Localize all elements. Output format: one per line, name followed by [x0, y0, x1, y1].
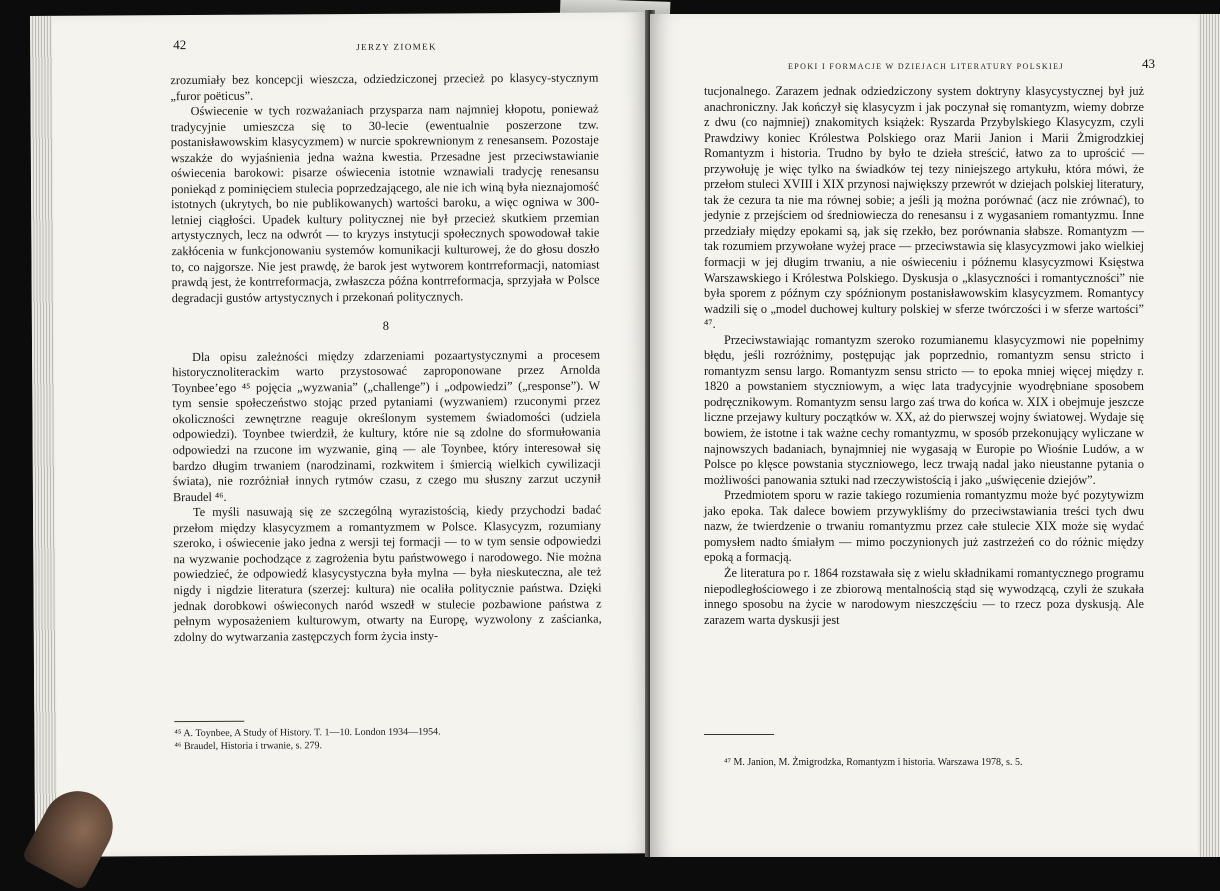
left-footnotes	[174, 726, 440, 754]
right-footnotes	[724, 756, 1022, 769]
right-page	[650, 14, 1220, 857]
section-number: 8	[382, 319, 390, 334]
right-page-number: 43	[1142, 56, 1155, 71]
right-paragraph-4: Że literatura po r. 1864 rozstawała się z wielu składnikami romantycznego programu niepodległościowego i ze zbiorową mentalnością stąd się wywodzącą, czyli że szukała innego sposobu na życie w narodowym nieszczęściu — to rzecz poza dyskusją. Ale zarazem warta dyskusji jest	[704, 565, 1144, 627]
left-running-head: JERZY ZIOMEK	[356, 41, 437, 53]
left-paragraph-4: Te myśli nasuwają się ze szczególną wyrazistością, kiedy przychodzi badać przełom między klasycyzmem a romantyzmem w Polsce. Klasycyzm, rozumiany szeroko, i oświecenie jako jedna z wersji tej formacji — to w tym sensie odpowiedzi na wyzwanie pochodzące z zagrożenia bytu państwowego i narodowego. Nie można powiedzieć, że odpowiedź klasycystyczna była mylna — była nieskuteczna, ale też nigdy i nigdzie literatura (szerzej: kultura) nie ocaliła politycznie państwa. Dzięki jednak dorobkowi oświeconych naród wszedł w stulecie pozbawione państwa z pełnym wyposażeniem kulturowym, otwarty na Europę, wyzwolony z zaścianka, zdolny do wytwarzania zastępczych form życia insty-	[173, 502, 602, 644]
right-footnote-rule	[704, 734, 774, 735]
left-paragraph-3: Dla opisu zależności między zdarzeniami pozaartystycznymi a procesem historycznoliterackim warto przystosować zaproponowane przez Arnolda Toynbee’ego ⁴⁵ pojęcia „wyzwania” („challenge”) i „odpowiedzi” („response”). W tym sensie społeczeństwo stojąc przed pytaniami (wyzwaniem) rzuconymi przez okoliczności zewnętrzne reaguje określonym systemem świadomości (udziela odpowiedzi). Toynbee twierdził, że kultury, które nie są zdolne do sformułowania odpowiedzi na rzucone im wyzwanie, giną — ale Toynbee, który interesował się bardzo długim trwaniem (narodzinami, rozkwitem i śmiercią wielkich cywilizacji świata), nie rozróżniał innych rytmów czasu, z czego mu słuszny zarzut uczynił Braudel ⁴⁶.	[172, 347, 601, 504]
left-page	[30, 12, 653, 857]
right-text-block	[704, 84, 1144, 628]
page-edge-lines	[30, 16, 57, 857]
left-text-block	[170, 71, 601, 646]
left-page-number: 42	[173, 37, 187, 53]
footnote-47: ⁴⁷ M. Janion, M. Żmigrodzka, Romantyzm i historia. Warszawa 1978, s. 5.	[724, 757, 1023, 768]
right-paragraph-3: Przedmiotem sporu w razie takiego rozumienia romantyzmu może być pozytywizm jako epoka. Tak dalece bowiem przywykliśmy do przeciwstawiania treści tych dwu nazw, że twierdzenie o trwaniu romantyzmu przez całe stulecie XIX może się wydać pomysłem nadto śmiałym — mimo poczynionych już zastrzeżeń co do różnic między epoką a formacją.	[704, 488, 1144, 565]
right-paragraph-1: tucjonalnego. Zarazem jednak odziedziczony system doktryny klasycystycznej był już anachroniczny. Jak kończył się klasycyzm i jak poczynał się romantyzm, wiemy dobrze z dwu (co najmniej) znakomitych książek: Ryszarda Przybylskiego Klasycyzm, czyli Prawdziwy koniec Królestwa Polskiego oraz Marii Janion i Marii Żmigrodzkiej Romantyzm i historia. Trudno by było te dzieła streścić, łatwo za to uprościć — przywołuję je więc tylko na świadków tej tezy niniejszego artykułu, która mówi, że przełom stuleci XVIII i XIX przynosi największy przewrót w dziejach polskiej literatury, tak że cezura ta nie ma równej sobie; a jeśli ją można porównać (acz nie zrównać), to jedynie z przejściem od średniowiecza do renesansu i z wygasaniem romantyzmu. Inne przedziały między epokami są, jak się rzekło, bez porównania słabsze. Romantyzm — tak rozumiem przywołane wyżej prace — przeciwstawia się klasycyzmowi jako wielkiej formacji w jej długim trwaniu, a nie oświeceniu i późnemu klasycyzmowi Księstwa Warszawskiego i Królestwa Polskiego. Dyskusja o „klasyczności i romantyczności” nie była sporem z późnym czy spóźnionym postanisławowskim klasycyzmem. Romantycy wadzili się o „model duchowej kultury polskiej w sferze twórczości i w sferze wartości” ⁴⁷.	[704, 84, 1144, 332]
page-edge-lines-right	[1198, 14, 1220, 857]
footnote-45: ⁴⁵ A. Toynbee, A Study of History. T. 1—10. London 1934—1954.	[174, 726, 441, 740]
footnote-46: ⁴⁶ Braudel, Historia i trwanie, s. 279.	[174, 740, 322, 753]
right-paragraph-2: Przeciwstawiając romantyzm szeroko rozumianemu klasycyzmowi nie popełnimy błędu, jeśli rozróżnimy, postępując jak poprzednio, romantyzm sensu stricto i romantyzm sensu largo. Romantyzm sensu stricto — to epoka mniej więcej między r. 1820 a powstaniem styczniowym, a więc lata tradycyjnie wyodrębniane sposobem podręcznikowym. Romantyzm sensu largo zaś trwa do końca w. XIX i obejmuje jeszcze liczne przejawy kultury początków w. XX, aż do pierwszej wojny światowej. Wydaje się bowiem, że istotne i tak ważne cechy romantyzmu, w sposób przekonujący wyliczane w najnowszych badaniach, bynajmniej nie wygasają w Europie po Wiośnie Ludów, a w Polsce po klęsce powstania styczniowego, lecz trwają nadal jako nieustanne pytania o możliwości panowania sztuki nad rzeczywistością i jako „uświęcenie dziejów”.	[704, 332, 1144, 487]
right-running-head: EPOKI I FORMACJE W DZIEJACH LITERATURY POLSKIEJ	[788, 62, 1064, 71]
left-paragraph-2: Oświecenie w tych rozważaniach przysparza nam najmniej kłopotu, ponieważ tradycyjnie umieszcza się to 30-lecie (ewentualnie poszerzone tzw. postanisławowskim klasycyzmem) w nurcie spokrewnionym z renesansem. Pozostaje wszakże do wyjaśnienia jedna ważna kwestia. Przesadne jest przeciwstawianie oświecenia barokowi: pisarze oświecenia istotnie wznawiali tradycję renesansu poniekąd z pominięciem stulecia poprzedzającego, ale nie ich winą była nieznajomość istotnych (ukrytych, bo nie publikowanych) wartości baroku, a więc ogniwa w 300-letniej ciągłości. Upadek kultury politycznej nie był przecież skutkiem przemian artystycznych, lecz na odwrót — to kryzys instytucji społecznych spowodował takie zakłócenia w funkcjonowaniu systemów komunikacji kulturowej, że do głosu doszło to, co najgorsze. Nie jest prawdę, że barok jest wytworem kontrreformacji, natomiast prawdą jest, że kontrreformacja, zwłaszcza późna kontrreformacja, sprzyjała w Polsce degradacji gustów artystycznych i przekonań politycznych.	[170, 101, 600, 305]
left-paragraph-1: zrozumiały bez koncepcji wieszcza, odziedziczonej przecież po klasycy-stycznym „furor poëticus”.	[170, 70, 599, 103]
left-footnote-rule	[174, 721, 244, 722]
